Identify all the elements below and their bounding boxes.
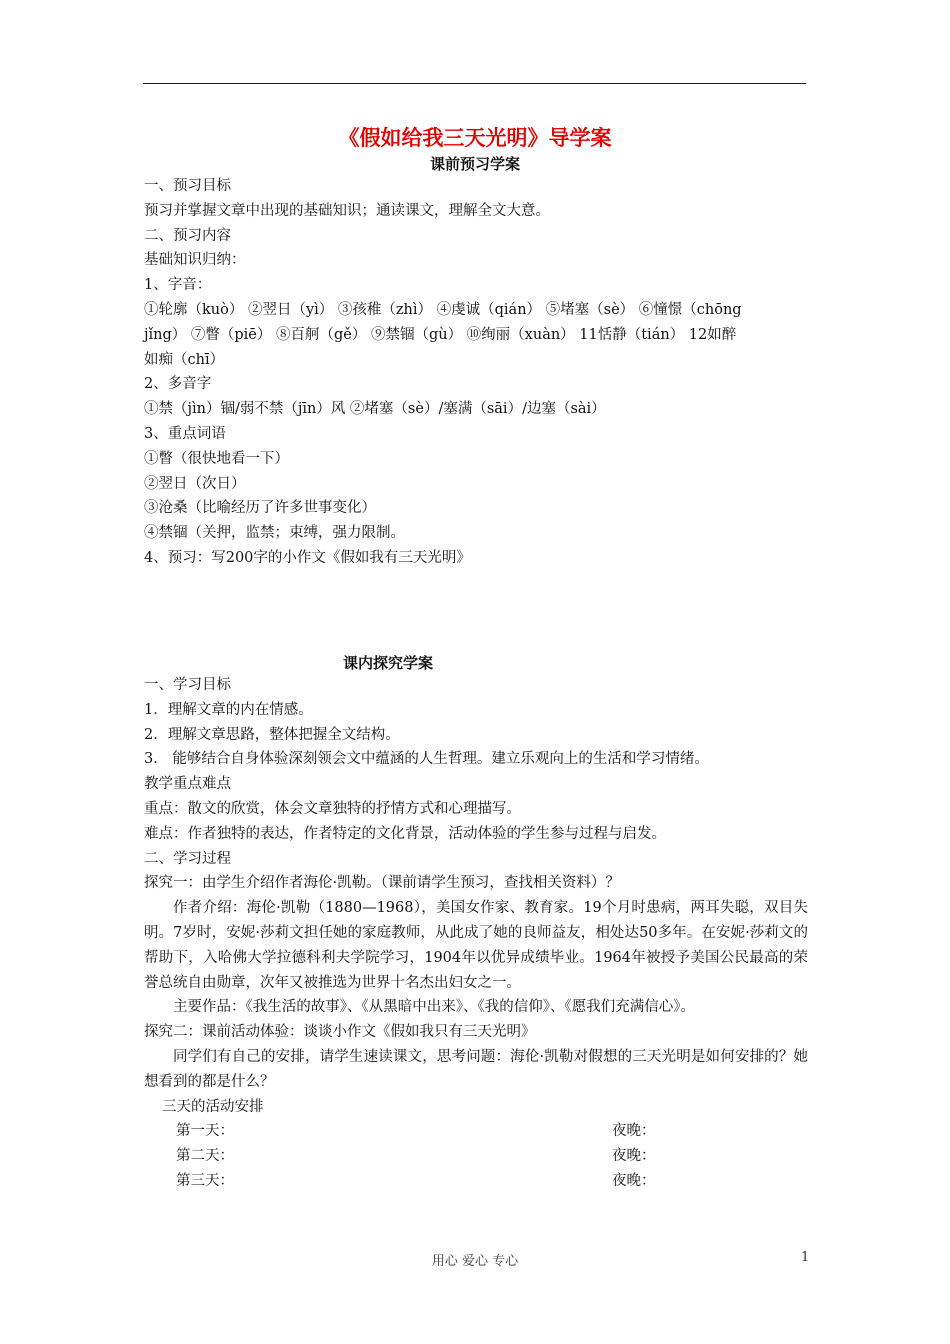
night-label: 夜晚： [612,1148,656,1165]
preview-content-title: 二、预习内容 [144,227,231,244]
preview-task: 4、预习：写200字的小作文《假如我有三天光明》 [144,549,471,566]
explore-section [144,673,808,1194]
day-label: 第三天： [176,1172,234,1189]
document-title: 《假如给我三天光明》导学案 [338,125,612,150]
footer-motto: 用心 爱心 专心 [431,1254,519,1269]
night-label: 夜晚： [612,1172,656,1189]
question: 同学们有自己的安排，请学生速读课文，思考问题：海伦·凯勒对假想的三天光明是如何安排的？她想看到的都是什么？ [144,1048,808,1090]
page-number: 1 [801,1250,810,1265]
polyphone-line: ①禁（jìn）锢/弱不禁（jīn）风 ②堵塞（sè）/塞满（sāi）/边塞（sài） [144,401,606,418]
pronunciation-title: 1、字音： [144,277,212,294]
goal-item: 3． 能够结合自身体验深刻领会文中蕴涵的人生哲理。建立乐观向上的生活和学习情绪。 [144,751,709,768]
section-explore-heading: 课内探究学案 [343,654,434,672]
knowledge-title: 基础知识归纳： [144,252,246,269]
inquiry-two: 探究二：课前活动体验：谈谈小作文《假如我只有三天光明》 [144,1024,536,1041]
polyphone-title: 2、多音字 [144,376,212,393]
vocab-title: 3、重点词语 [144,425,226,442]
vocab-item: ③沧桑（比喻经历了许多世事变化） [144,500,376,517]
schedule-title: 三天的活动安排 [162,1098,264,1115]
schedule-row [144,1119,808,1144]
schedule-row [144,1144,808,1169]
key-title: 教学重点难点 [144,776,231,793]
main-works: 主要作品：《我生活的故事》、《从黑暗中出来》、《我的信仰》、《愿我们充满信心》。 [173,999,695,1016]
vocab-item: ①瞥（很快地看一下） [144,450,289,467]
goal-item: 2．理解文章思路，整体把握全文结构。 [144,726,400,743]
pronunciation-line: jǐng） ⑦瞥（piē） ⑧百舸（gě） ⑨禁锢（gù） ⑩绚丽（xuàn） 11恬静（tián） 12如醉 [144,326,737,343]
day-label: 第二天： [176,1148,234,1165]
author-intro: 作者介绍：海伦·凯勒（1880—1968），美国女作家、教育家。19个月时患病，两耳失聪，双目失明。7岁时，安妮·莎莉文担任她的家庭教师，从此成了她的良师益友，相处达50多年。在安妮·莎莉文的帮助下，入哈佛大学拉德科利夫学院学习，1904年以优异成绩毕业。1964年被授予美国公民最高的荣誉总统自由勋章，次年又被推选为世界十名杰出妇女之一。 [144,900,808,991]
pronunciation-line: 如痴（chī） [144,351,225,368]
pronunciation-line: ①轮廓（kuò） ②翌日（yì） ③孩稚（zhì） ④虔诚（qián） ⑤堵塞（sè） ⑥憧憬（chōng [144,301,742,318]
goal-item: 1．理解文章的内在情感。 [144,701,313,718]
vocab-item: ②翌日（次日） [144,475,246,492]
inquiry-one: 探究一：由学生介绍作者海伦·凯勒。（课前请学生预习，查找相关资料）？ [144,875,620,892]
preview-goal-text: 预习并掌握文章中出现的基础知识；通读课文，理解全文大意。 [144,202,550,219]
vocab-item: ④禁锢（关押，监禁；束缚，强力限制。 [144,525,405,542]
day-label: 第一天： [176,1123,234,1140]
header-rule [143,83,806,84]
difficulty: 难点：作者独特的表达，作者特定的文化背景，活动体验的学生参与过程与启发。 [144,825,666,842]
schedule-row [144,1169,808,1194]
preview-section [144,174,808,571]
section-preview-heading: 课前预习学案 [429,155,520,173]
goals-title: 一、学习目标 [144,677,231,693]
key-point: 重点：散文的欣赏，体会文章独特的抒情方式和心理描写。 [144,800,521,817]
preview-goal-title: 一、预习目标 [144,178,231,194]
night-label: 夜晚： [612,1123,656,1140]
process-title: 二、学习过程 [144,850,231,867]
